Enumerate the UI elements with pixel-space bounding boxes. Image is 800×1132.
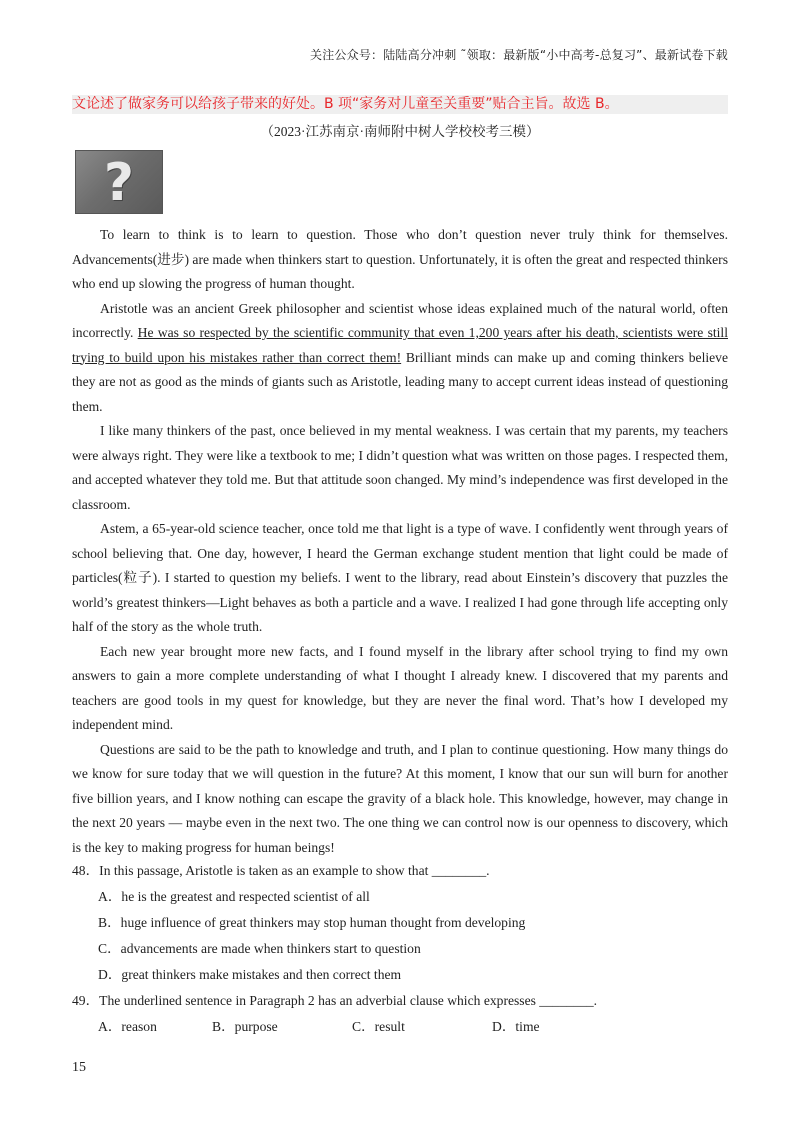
reading-passage xyxy=(72,223,728,860)
paragraph-6: Questions are said to be the path to knowledge and truth, and I plan to continue questioning. How many things do we know for sure today that we will question in the future? At this moment, I know that our sun will burn for another five billion years, and I know nothing can escape the gravity of a black hole. This knowledge, however, may change in the next 20 years — maybe even in the next two. The one thing we can control now is our openness to discovery, which is the key to making progress for human beings! xyxy=(72,741,728,855)
paragraph-4: Astem, a 65-year-old science teacher, once told me that light is a type of wave. I confidently went through years of school believing that. One day, however, I heard the German exchange student mention that light could be made of particles(粒子). I started to question my beliefs. I went to the library, read about Einstein’s discovery that puzzles the world’s greatest thinkers—Light behaves as both a particle and a wave. I realized I had gone through life accepting only half of the story as the whole truth. xyxy=(72,521,728,634)
question-49-option-d[interactable]: D．time xyxy=(492,1019,540,1034)
question-49-option-b[interactable]: B．purpose xyxy=(212,1019,278,1034)
question-mark-icon: ? xyxy=(103,153,135,213)
question-48-stem: 48．In this passage, Aristotle is taken as an example to show that ________. xyxy=(72,863,490,878)
question-49-stem: 49．The underlined sentence in Paragraph 2 has an adverbial clause which expresses ________. xyxy=(72,993,598,1008)
question-mark-image xyxy=(75,150,163,214)
paragraph-5: Each new year brought more new facts, and I found myself in the library after school trying to find my own answers to gain a more complete understanding of what I thought I already knew. I discovered that my parents and teachers are good tools in my quest for knowledge, but they are never the final word. That’s how I developed my independent mind. xyxy=(72,643,728,732)
paragraph-2-rest: Brilliant minds can make up and coming thinkers believe they are not as good as the minds of giants such as Aristotle, leading many to accept current ideas instead of questioning them. xyxy=(72,349,729,414)
question-48-option-a[interactable]: A．he is the greatest and respected scientist of all xyxy=(98,889,370,904)
question-48-option-d[interactable]: D．great thinkers make mistakes and then correct them xyxy=(98,967,402,982)
paragraph-3: I like many thinkers of the past, once believed in my mental weakness. I was certain that my parents, my teachers were always right. They were like a textbook to me; I didn’t question what was written on those pages. I respected them, and accepted whatever they told me. But that attitude soon changed. My mind’s independence was first developed in the classroom. xyxy=(72,423,728,512)
paragraph-1: To learn to think is to learn to question. Those who don’t question never truly think for themselves. Advancements(进步) are made when thinkers start to question. Unfortunately, it is often the great and respected thinkers who end up slowing the progress of human thought. xyxy=(72,227,728,291)
underlined-sentence: He was so respected by the scientific community that even 1,200 years after his death, scientists were still trying to build upon his mistakes rather than correct them! xyxy=(72,325,728,365)
paragraph-2 xyxy=(72,297,728,420)
question-source: （2023·江苏南京·南师附中树人学校校考三模） xyxy=(260,124,540,139)
question-49-option-c[interactable]: C．result xyxy=(352,1019,405,1034)
question-48-option-b[interactable]: B．huge influence of great thinkers may stop human thought from developing xyxy=(98,915,526,930)
paragraph-2-intro: Aristotle was an ancient Greek philosopher and scientist whose ideas explained much of the natural world, often incorrectly. xyxy=(72,300,728,340)
question-49-option-a[interactable]: A．reason xyxy=(98,1019,157,1034)
answer-note: 文论述了做家务可以给孩子带来的好处。B 项“家务对儿童至关重要”贴合主旨。故选 B。 xyxy=(72,96,619,112)
page-number: 15 xyxy=(72,1060,86,1075)
page-header: 关注公众号：陆陆高分冲刺 ˜领取：最新版“小中高考-总复习”、最新试卷下载 xyxy=(310,48,728,62)
question-48-option-c[interactable]: C．advancements are made when thinkers start to question xyxy=(98,941,421,956)
